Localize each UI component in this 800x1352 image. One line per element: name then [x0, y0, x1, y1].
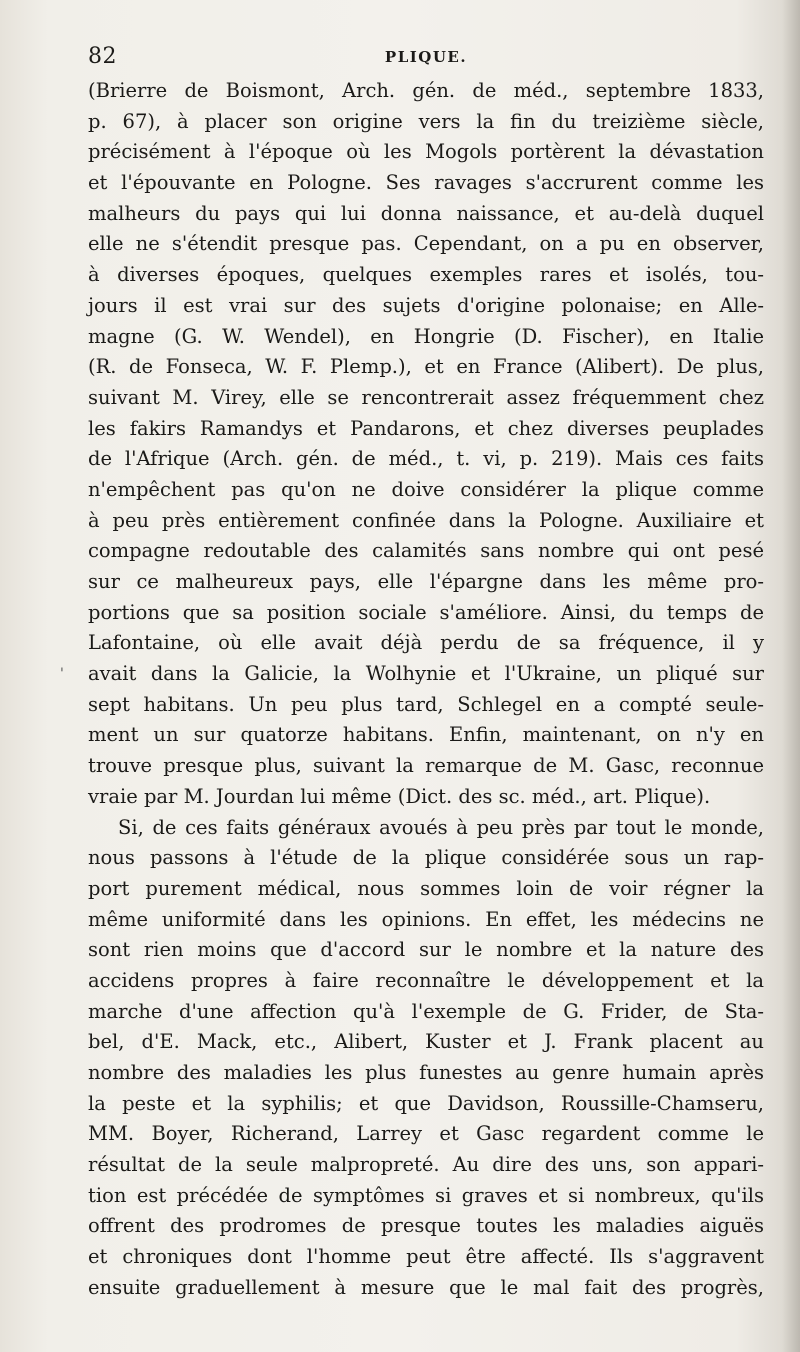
text-line: Si, de ces faits généraux avoués à peu près par tout le monde,: [118, 815, 764, 839]
text-line: résultat de la seule malpropreté. Au dire des uns, son appari-: [88, 1153, 764, 1177]
text-line: ment un sur quatorze habitans. Enfin, maintenant, on n'y en: [88, 723, 764, 747]
text-line: les fakirs Ramandys et Pandarons, et chez diverses peuplades: [88, 416, 764, 440]
text-line: malheurs du pays qui lui donna naissance, et au-delà duquel: [88, 201, 764, 225]
text-line: à peu près entièrement confinée dans la Pologne. Auxiliaire et: [88, 508, 764, 532]
text-line: bel, d'E. Mack, etc., Alibert, Kuster et J. Frank placent au: [88, 1030, 764, 1054]
text-line: nombre des maladies les plus funestes au genre humain après: [88, 1061, 764, 1084]
text-line: Lafontaine, où elle avait déjà perdu de sa fréquence, il y: [88, 631, 764, 655]
text-line: (R. de Fonseca, W. F. Plemp.), et en France (Alibert). De plus,: [88, 355, 764, 379]
text-line: MM. Boyer, Richerand, Larrey et Gasc regardent comme le: [88, 1122, 764, 1146]
page-edge-shadow: [782, 0, 800, 1352]
text-line: (Brierre de Boismont, Arch. gén. de méd., septembre 1833,: [88, 79, 764, 102]
text-line: sur ce malheureux pays, elle l'épargne dans les même pro-: [88, 570, 764, 593]
running-title: PLIQUE.: [384, 48, 468, 66]
running-head: [88, 44, 764, 74]
text-line: compagne redoutable des calamités sans nombre qui ont pesé: [88, 539, 764, 563]
text-line: à diverses époques, quelques exemples rares et isolés, tou-: [88, 263, 764, 287]
text-line: même uniformité dans les opinions. En effet, les médecins ne: [88, 907, 764, 931]
text-line: magne (G. W. Wendel), en Hongrie (D. Fischer), en Italie: [88, 324, 764, 348]
text-line: port purement médical, nous sommes loin de voir régner la: [88, 876, 764, 900]
text-line: accidens propres à faire reconnaître le développement et la: [88, 968, 764, 992]
text-line: n'empêchent pas qu'on ne doive considérer la plique comme: [88, 477, 764, 501]
body-text: [88, 76, 764, 1304]
text-line: offrent des prodromes de presque toutes les maladies aiguës: [88, 1214, 764, 1238]
text-line: elle ne s'étendit presque pas. Cependant, on a pu en observer,: [88, 232, 764, 256]
text-line: et l'épouvante en Pologne. Ses ravages s'accrurent comme les: [88, 171, 764, 195]
text-line: et chroniques dont l'homme peut être affecté. Ils s'aggravent: [88, 1245, 764, 1269]
text-line: jours il est vrai sur des sujets d'origine polonaise; en Alle-: [88, 293, 764, 317]
text-line: portions que sa position sociale s'améliore. Ainsi, du temps de: [88, 600, 764, 624]
page-number: 82: [88, 44, 117, 69]
text-line: vraie par M. Jourdan lui même (Dict. des sc. méd., art. Plique).: [88, 784, 711, 808]
stray-ink-mark: ': [60, 666, 64, 682]
text-line: avait dans la Galicie, la Wolhynie et l'Ukraine, un pliqué sur: [88, 662, 764, 686]
text-line: de l'Afrique (Arch. gén. de méd., t. vi, p. 219). Mais ces faits: [88, 447, 764, 471]
text-line: sont rien moins que d'accord sur le nombre et la nature des: [88, 938, 764, 962]
text-line: marche d'une affection qu'à l'exemple de G. Frider, de Sta-: [88, 999, 764, 1023]
text-line: nous passons à l'étude de la plique considérée sous un rap-: [88, 846, 764, 870]
text-line: ensuite graduellement à mesure que le mal fait des progrès,: [88, 1275, 764, 1299]
text-line: tion est précédée de symptômes si graves et si nombreux, qu'ils: [88, 1183, 764, 1207]
text-line: sept habitans. Un peu plus tard, Schlegel en a compté seule-: [88, 692, 764, 716]
text-line: la peste et la syphilis; et que Davidson, Roussille-Chamseru,: [88, 1091, 764, 1115]
text-line: précisément à l'époque où les Mogols portèrent la dévastation: [88, 140, 764, 164]
text-line: suivant M. Virey, elle se rencontrerait assez fréquemment chez: [88, 385, 764, 409]
text-line: p. 67), à placer son origine vers la fin du treizième siècle,: [88, 109, 764, 133]
text-line: trouve presque plus, suivant la remarque de M. Gasc, reconnue: [88, 754, 764, 778]
